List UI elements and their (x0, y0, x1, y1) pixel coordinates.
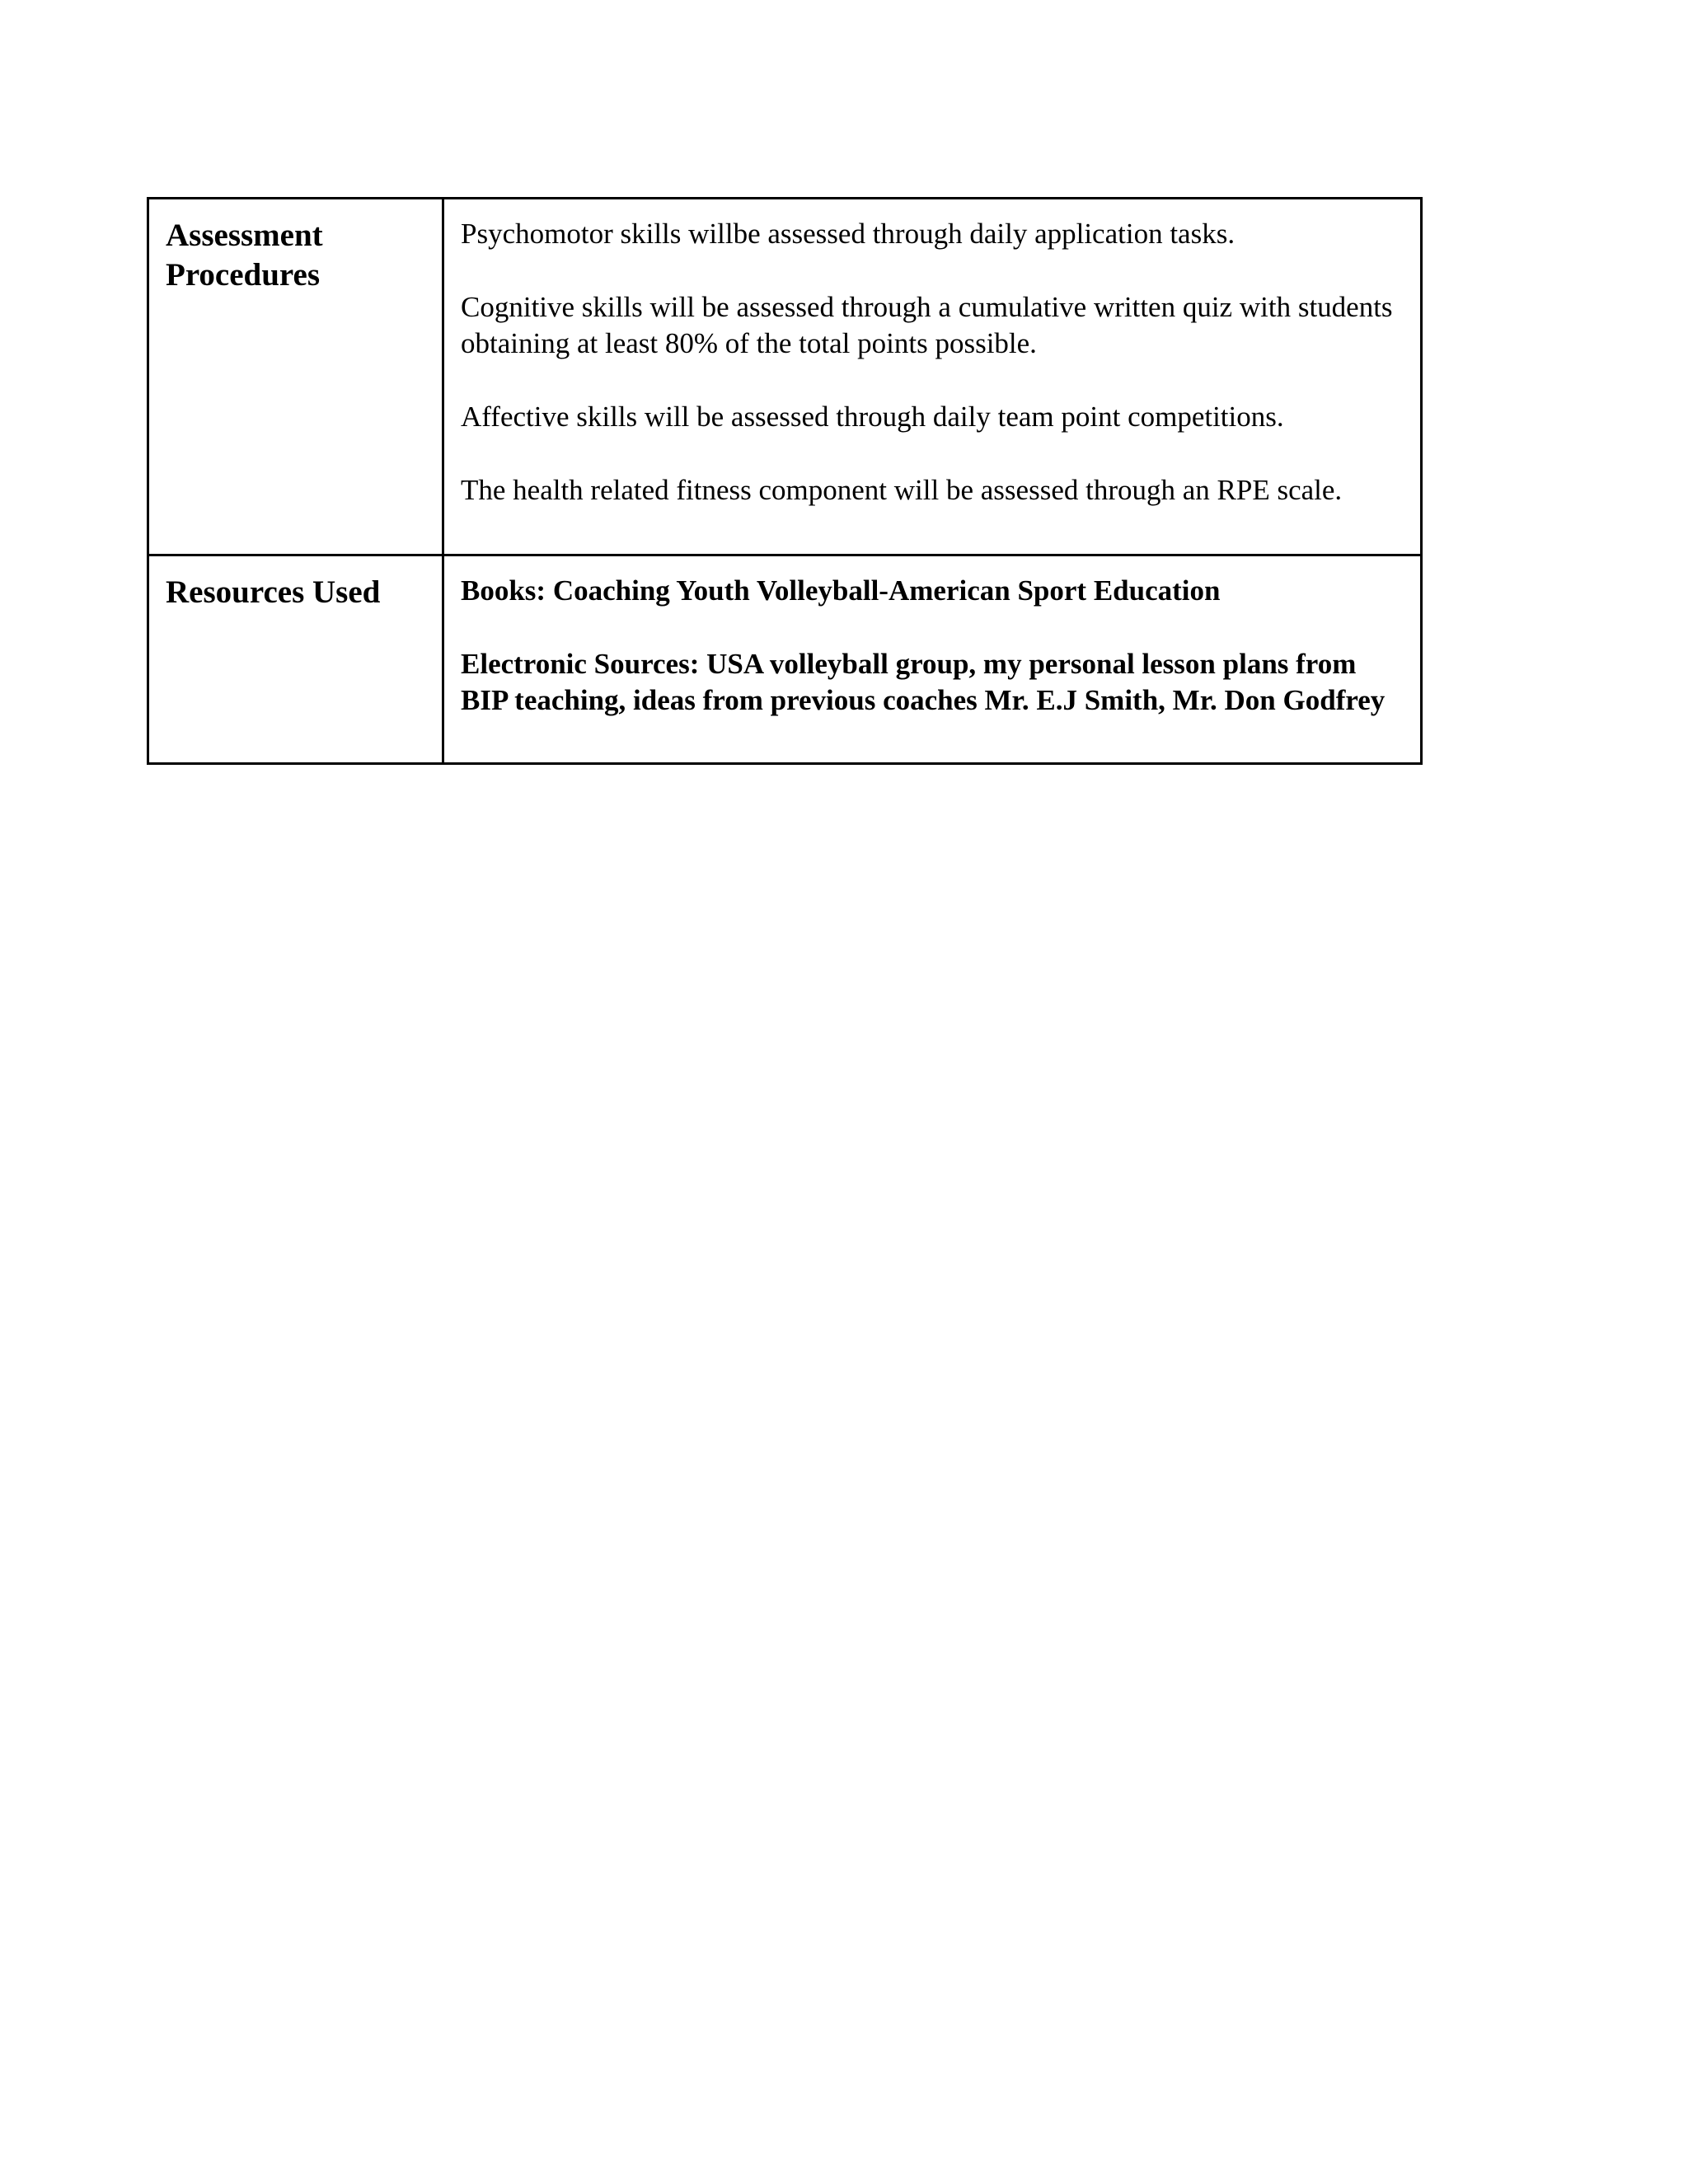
row-label-line: Resources Used (166, 574, 381, 610)
row-content-cell (443, 199, 1422, 555)
table-row-resources-used (148, 555, 1422, 764)
table-row-assessment-procedures (148, 199, 1422, 555)
row-label-cell (148, 199, 443, 555)
psychomotor-assessment-text: Psychomotor skills willbe assessed through daily application tasks. (461, 218, 1236, 250)
lesson-plan-table (147, 197, 1423, 765)
electronic-sources-text: Electronic Sources: USA volleyball group, my personal lesson plans from BIP teaching, ideas from previous coaches Mr. E.J Smith, Mr. Don Godfrey (461, 648, 1386, 716)
row-label-line: Assessment (166, 218, 323, 253)
fitness-assessment-text: The health related fitness component will be assessed through an RPE scale. (461, 474, 1343, 506)
cognitive-assessment-text: Cognitive skills will be assessed through a cumulative written quiz with students obtaining at least 80% of the total points possible. (461, 291, 1393, 359)
affective-assessment-text: Affective skills will be assessed through daily team point competitions. (461, 401, 1284, 433)
row-content-cell (443, 555, 1422, 764)
row-label-cell (148, 555, 443, 764)
books-resource-text: Books: Coaching Youth Volleyball-American Sport Education (461, 574, 1221, 607)
row-label-line: Procedures (166, 257, 321, 293)
